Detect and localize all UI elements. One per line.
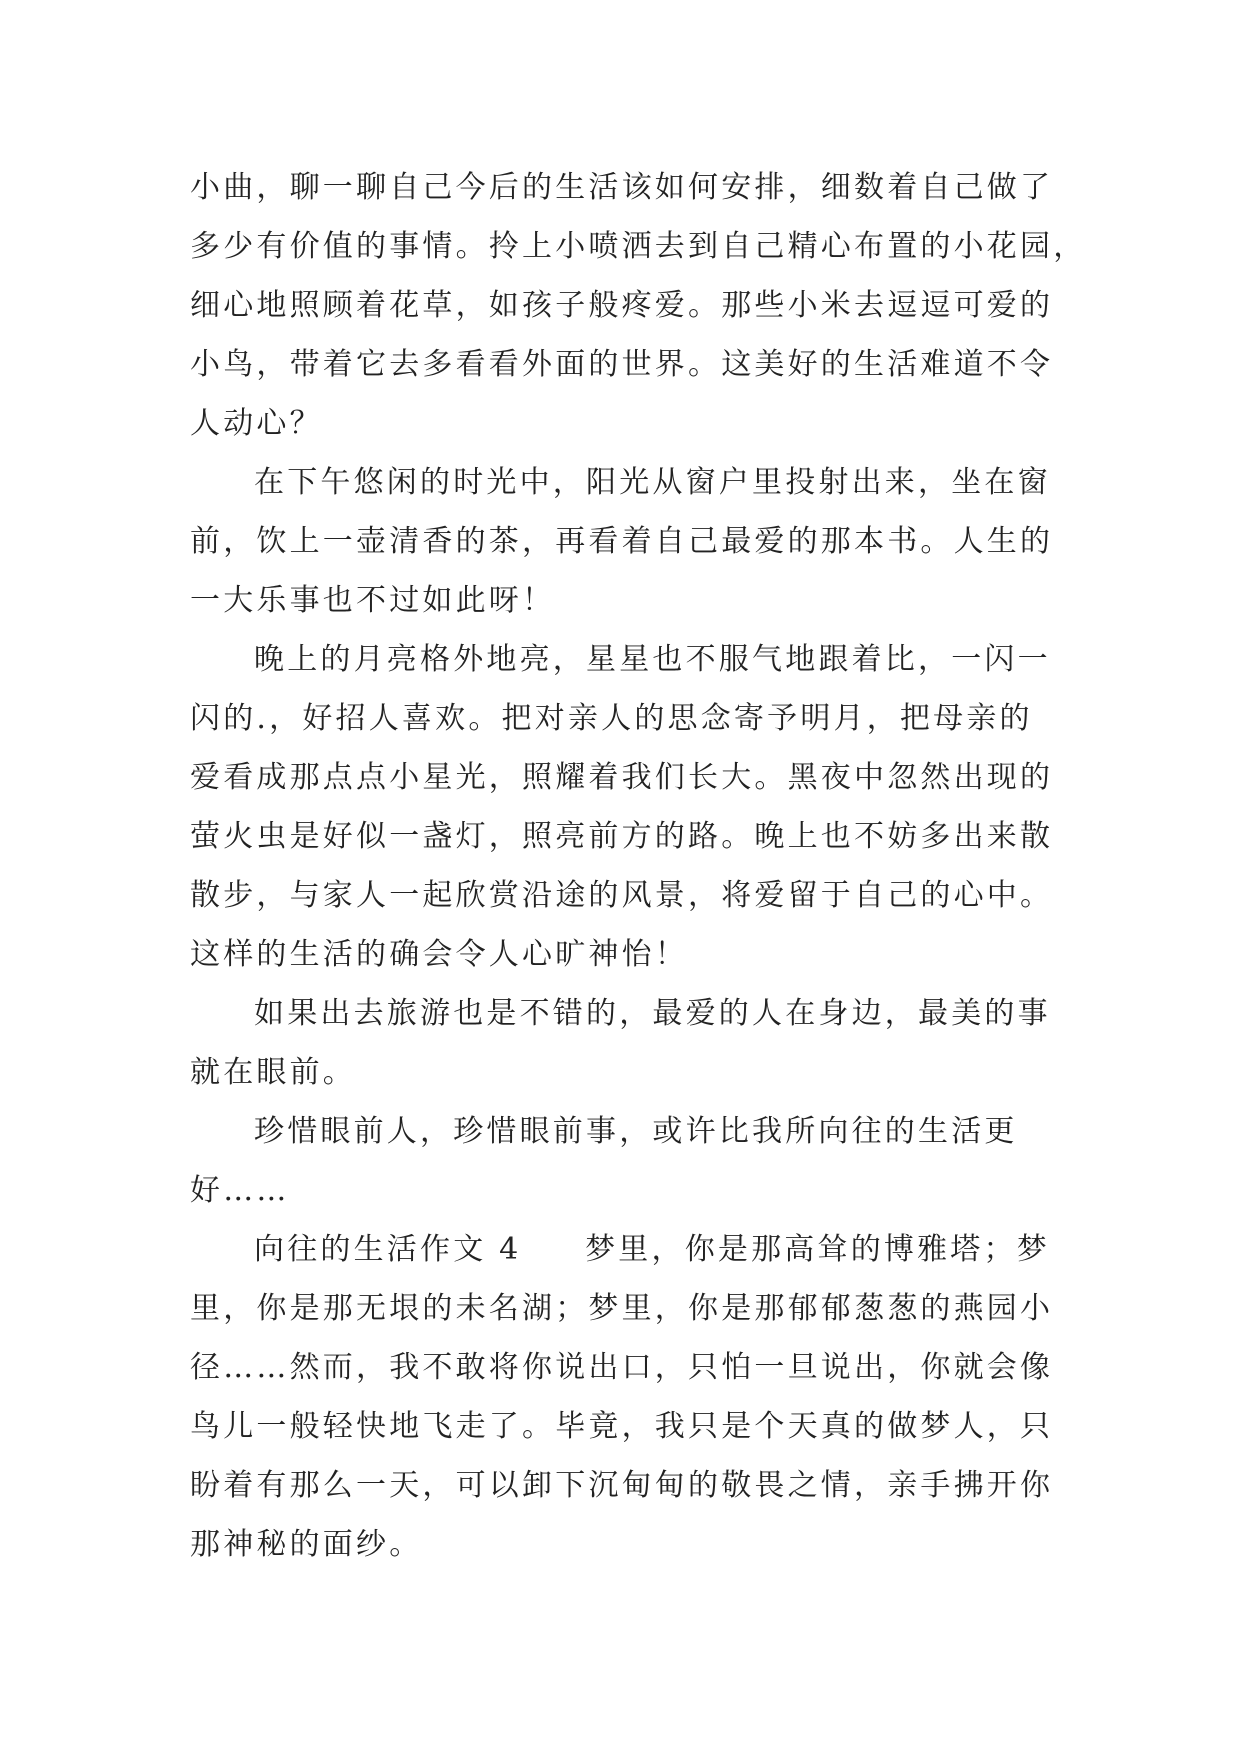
text-line: 爱看成那点点小星光，照耀着我们长大。黑夜中忽然出现的 [190, 760, 1054, 795]
text-line: 细心地照顾着花草，如孩子般疼爱。那些小米去逗逗可爱的 [190, 288, 1054, 323]
text-line: 萤火虫是好似一盏灯，照亮前方的路。晚上也不妨多出来散 [190, 819, 1054, 854]
text-line: 盼着有那么一天，可以卸下沉甸甸的敬畏之情，亲手拂开你 [190, 1468, 1054, 1503]
text-line: 就在眼前。 [190, 1055, 356, 1090]
text-line: 那神秘的面纱。 [190, 1527, 423, 1562]
text-line: 散步，与家人一起欣赏沿途的风景，将爱留于自己的心中。 [190, 878, 1054, 913]
paragraph-start-line: 如果出去旅游也是不错的，最爱的人在身边，最美的事 [254, 996, 1051, 1031]
text-line: 好…… [190, 1173, 290, 1208]
text-line: 鸟儿一般轻快地飞走了。毕竟，我只是个天真的做梦人，只 [190, 1409, 1054, 1444]
paragraph-start-line: 在下午悠闲的时光中，阳光从窗户里投射出来，坐在窗 [254, 465, 1051, 500]
text-line: 这样的生活的确会令人心旷神怡！ [190, 937, 688, 972]
text-line: 径……然而，我不敢将你说出口，只怕一旦说出，你就会像 [190, 1350, 1054, 1385]
essay-text [190, 158, 1090, 1574]
paragraph-start-line: 晚上的月亮格外地亮，星星也不服气地跟着比，一闪一 [254, 642, 1051, 677]
text-line: 里，你是那无垠的未名湖；梦里，你是那郁郁葱葱的燕园小 [190, 1291, 1054, 1326]
text-line: 一大乐事也不过如此呀！ [190, 583, 556, 618]
paragraph-start-line: 珍惜眼前人，珍惜眼前事，或许比我所向往的生活更 [254, 1114, 1018, 1149]
text-line: 小鸟，带着它去多看看外面的世界。这美好的生活难道不令 [190, 347, 1054, 382]
text-line: 前，饮上一壶清香的茶，再看着自己最爱的那本书。人生的 [190, 524, 1054, 559]
paragraph-start-line: 向往的生活作文 4 梦里，你是那高耸的博雅塔；梦 [254, 1232, 1050, 1267]
text-line: 人动心？ [190, 406, 323, 441]
text-line: 闪的.，好招人喜欢。把对亲人的思念寄予明月，把母亲的 [190, 701, 1033, 736]
text-line: 小曲，聊一聊自己今后的生活该如何安排，细数着自己做了 [190, 170, 1054, 205]
text-line: 多少有价值的事情。拎上小喷洒去到自己精心布置的小花园， [190, 229, 1087, 264]
